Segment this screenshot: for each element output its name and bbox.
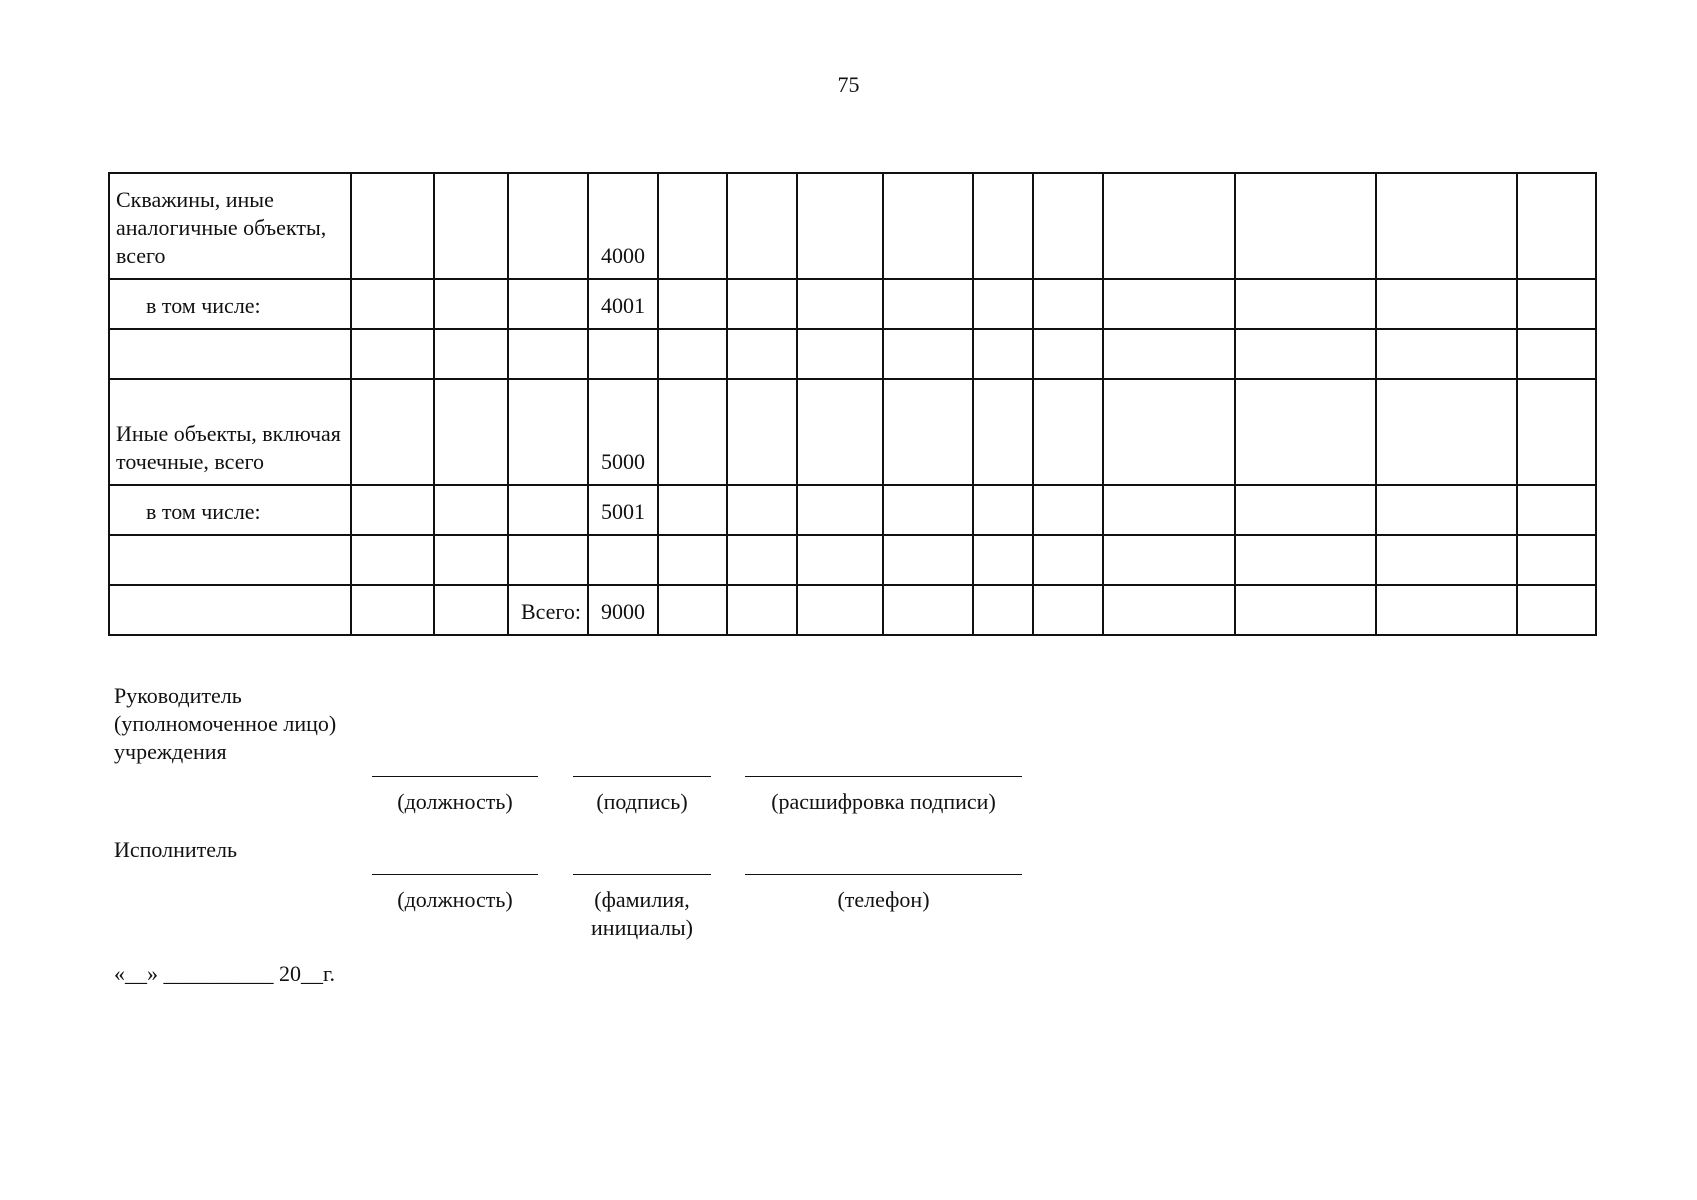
- row-label-cell: [508, 173, 588, 279]
- executor-phone-line[interactable]: [745, 874, 1022, 875]
- data-cell: [883, 279, 973, 329]
- data-cell: [658, 279, 727, 329]
- row-label-cell: [508, 379, 588, 485]
- data-cell: [1103, 173, 1235, 279]
- row-label-cell: [508, 329, 588, 379]
- data-cell: [797, 173, 883, 279]
- data-cell: [883, 329, 973, 379]
- data-cell: [1376, 585, 1517, 635]
- data-cell: [1235, 485, 1376, 535]
- data-cell: [351, 485, 434, 535]
- data-cell: [351, 379, 434, 485]
- data-cell: [1033, 535, 1103, 585]
- data-cell: [434, 485, 508, 535]
- data-cell: [1103, 329, 1235, 379]
- head-position-caption: (должность): [397, 789, 513, 814]
- data-cell: [351, 173, 434, 279]
- data-cell: [973, 379, 1033, 485]
- row-label-cell: [508, 535, 588, 585]
- data-cell: [658, 379, 727, 485]
- date-line[interactable]: «__» __________ 20__г.: [114, 961, 336, 986]
- data-cell: [727, 379, 797, 485]
- data-cell: [1033, 279, 1103, 329]
- data-cell: [434, 585, 508, 635]
- executor-phone-caption: (телефон): [837, 887, 930, 912]
- executor-position-line[interactable]: [372, 874, 538, 875]
- data-cell: [727, 485, 797, 535]
- data-cell: [1376, 279, 1517, 329]
- executor-name-caption: (фамилия, инициалы): [591, 887, 693, 940]
- head-name-caption: (расшифровка подписи): [771, 789, 996, 814]
- page-number: 75: [837, 72, 860, 97]
- table-row: [109, 535, 1596, 585]
- data-cell: [1376, 535, 1517, 585]
- row-name-cell: Иные объекты, включая точечные, всего: [109, 379, 351, 485]
- table-row: [109, 485, 1596, 535]
- data-cell: [727, 173, 797, 279]
- row-name-cell: в том числе:: [109, 279, 351, 329]
- head-signature-caption: (подпись): [596, 789, 688, 814]
- data-cell: [1517, 585, 1596, 635]
- data-cell: [1235, 585, 1376, 635]
- data-cell: [973, 535, 1033, 585]
- table-row: [109, 173, 1596, 279]
- data-cell: [658, 329, 727, 379]
- head-title-line: Руководитель: [114, 683, 242, 708]
- data-cell: [973, 173, 1033, 279]
- data-cell: [658, 173, 727, 279]
- data-cell: [1033, 329, 1103, 379]
- data-cell: [1235, 173, 1376, 279]
- data-cell: [1103, 379, 1235, 485]
- data-cell: [1517, 173, 1596, 279]
- data-cell: [1517, 379, 1596, 485]
- data-cell: [1376, 329, 1517, 379]
- head-name-line[interactable]: [745, 776, 1022, 777]
- data-cell: [434, 379, 508, 485]
- data-cell: [1033, 379, 1103, 485]
- data-cell: [1103, 279, 1235, 329]
- data-cell: [351, 279, 434, 329]
- data-cell: [727, 279, 797, 329]
- row-label-cell: [508, 485, 588, 535]
- executor-position-caption: (должность): [397, 887, 513, 912]
- data-cell: [1033, 173, 1103, 279]
- head-signature-line[interactable]: [573, 776, 711, 777]
- data-cell: [1235, 329, 1376, 379]
- data-cell: [883, 535, 973, 585]
- data-cell: [973, 329, 1033, 379]
- report-table: [108, 172, 1597, 636]
- data-cell: [973, 585, 1033, 635]
- data-cell: [1517, 535, 1596, 585]
- row-code-cell: [588, 535, 658, 585]
- row-name-cell: [109, 585, 351, 635]
- data-cell: [1376, 485, 1517, 535]
- row-code-cell: 4000: [588, 173, 658, 279]
- data-cell: [1103, 535, 1235, 585]
- data-cell: [797, 535, 883, 585]
- data-cell: [658, 485, 727, 535]
- executor-name-line[interactable]: [573, 874, 711, 875]
- data-cell: [434, 279, 508, 329]
- row-code-cell: [588, 329, 658, 379]
- row-code-cell: 5000: [588, 379, 658, 485]
- row-label-cell: [508, 279, 588, 329]
- data-cell: [434, 173, 508, 279]
- data-cell: [797, 279, 883, 329]
- data-cell: [883, 585, 973, 635]
- data-cell: [797, 329, 883, 379]
- data-cell: [351, 329, 434, 379]
- data-cell: [1103, 585, 1235, 635]
- data-cell: [1376, 173, 1517, 279]
- data-cell: [1103, 485, 1235, 535]
- data-cell: [1517, 485, 1596, 535]
- data-cell: [658, 585, 727, 635]
- data-cell: [351, 585, 434, 635]
- data-cell: [883, 485, 973, 535]
- table-row: [109, 585, 1596, 635]
- data-cell: [434, 329, 508, 379]
- data-cell: [727, 329, 797, 379]
- data-cell: [1517, 329, 1596, 379]
- data-cell: [1235, 535, 1376, 585]
- data-cell: [1033, 585, 1103, 635]
- head-title: [114, 682, 336, 766]
- data-cell: [1235, 379, 1376, 485]
- head-title-line: (уполномоченное лицо): [114, 711, 337, 736]
- data-cell: [351, 535, 434, 585]
- data-cell: [727, 535, 797, 585]
- data-cell: [973, 485, 1033, 535]
- row-label-cell: Всего:: [508, 585, 588, 635]
- data-cell: [658, 535, 727, 585]
- data-cell: [727, 585, 797, 635]
- row-name-cell: Скважины, иные аналогичные объекты, всего: [109, 173, 351, 279]
- data-cell: [797, 585, 883, 635]
- table-row: [109, 329, 1596, 379]
- data-cell: [883, 379, 973, 485]
- data-cell: [1033, 485, 1103, 535]
- table-row: [109, 279, 1596, 329]
- executor-title: Исполнитель: [114, 837, 238, 862]
- row-code-cell: 5001: [588, 485, 658, 535]
- data-cell: [883, 173, 973, 279]
- row-code-cell: 4001: [588, 279, 658, 329]
- data-cell: [1517, 279, 1596, 329]
- data-cell: [797, 485, 883, 535]
- row-code-cell: 9000: [588, 585, 658, 635]
- table-row: [109, 379, 1596, 485]
- row-name-cell: в том числе:: [109, 485, 351, 535]
- data-cell: [434, 535, 508, 585]
- data-cell: [1376, 379, 1517, 485]
- data-cell: [797, 379, 883, 485]
- head-title-line: учреждения: [114, 739, 227, 764]
- data-cell: [973, 279, 1033, 329]
- head-position-line[interactable]: [372, 776, 538, 777]
- data-cell: [1235, 279, 1376, 329]
- row-name-cell: [109, 535, 351, 585]
- row-name-cell: [109, 329, 351, 379]
